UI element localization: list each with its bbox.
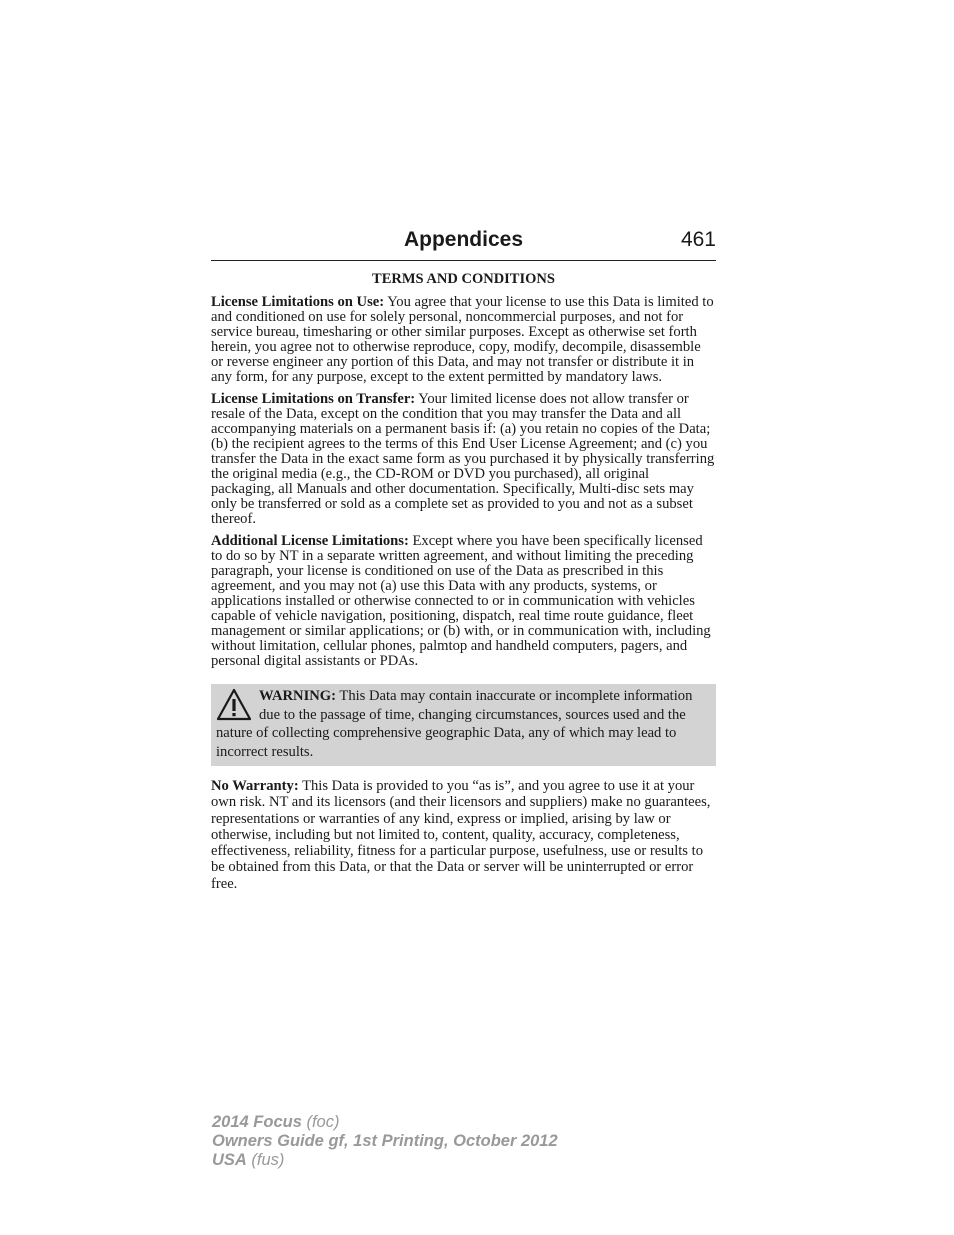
warning-text: This Data may contain inaccurate or incomplete information due to the passage of time, changing circumstances, sources used and the nature of collecting comprehensive geographic Data, any of which may lead to incorrect results. (216, 688, 693, 760)
paragraph-label: No Warranty: (211, 778, 299, 794)
page-footer (212, 1113, 558, 1170)
paragraph-text: You agree that your license to use this Data is limited to and conditioned on use for solely personal, noncommercial purposes, and not for service bureau, timesharing or other similar purposes. Except as otherwise set forth herein, you agree not to otherwise reproduce, copy, modify, decompile, disassemble or reverse engineer any portion of this Data, and may not transfer or distribute it in any form, for any purpose, except to the extent permitted by mandatory laws. (211, 294, 714, 385)
footer-line-guide: Owners Guide gf, 1st Printing, October 2012 (212, 1132, 558, 1150)
paragraph-label: Additional License Limitations: (211, 533, 409, 549)
warning-label: WARNING: (259, 688, 337, 704)
page-header (211, 228, 716, 261)
paragraph-additional-limitations (211, 534, 716, 669)
page-content (211, 271, 716, 899)
paragraph-no-warranty (211, 778, 716, 892)
page-title: Appendices (403, 228, 524, 251)
paragraph-license-transfer (211, 392, 716, 527)
paragraph-label: License Limitations on Transfer: (211, 391, 416, 407)
footer-line-model: 2014 Focus (foc) (212, 1113, 340, 1131)
paragraph-text: Your limited license does not allow transfer or resale of the Data, except on the condition that you may transfer the Data and all accompanying materials on a permanent basis if: (a) you retain no copies of the Data; (b) the recipient agrees to the terms of this End User License Agreement; and (c) you transfer the Data in the exact same form as you purchased it by physically transferring the original media (e.g., the CD-ROM or DVD you purchased), all original packaging, all Manuals and other documentation. Specifically, Multi-disc sets may only be transferred or sold as a complete set as provided to you and not as a subset thereof. (211, 391, 715, 527)
paragraph-text: This Data is provided to you “as is”, and you agree to use it at your own risk. NT and its licensors (and their licensors and suppliers) make no guarantees, representations or warranties of any kind, express or implied, arising by law or otherwise, including but not limited to, content, quality, accuracy, completeness, effectiveness, reliability, fitness for a particular purpose, usefulness, use or results to be obtained from this Data, or that the Data or server will be uninterrupted or error free. (211, 778, 711, 892)
paragraph-label: License Limitations on Use: (211, 294, 385, 310)
warning-box (211, 684, 716, 766)
warning-triangle-icon (216, 688, 252, 722)
page-number: 461 (680, 228, 716, 251)
paragraph-text: Except where you have been specifically licensed to do so by NT in a separate written agreement, and without limiting the preceding paragraph, your license is conditioned on use of the Data as prescribed in this agreement, and you may not (a) use this Data with any products, systems, or applications installed or otherwise connected to or in communication with vehicles capable of vehicle navigation, positioning, dispatch, real time route guidance, fleet management or similar applications; or (b) with, or in communication with, including without limitation, cellular phones, palmtop and handheld computers, pagers, and personal digital assistants or PDAs. (211, 533, 711, 669)
section-title: TERMS AND CONDITIONS (372, 271, 555, 287)
footer-line-region: USA (fus) (212, 1151, 285, 1169)
paragraph-license-use (211, 295, 716, 385)
